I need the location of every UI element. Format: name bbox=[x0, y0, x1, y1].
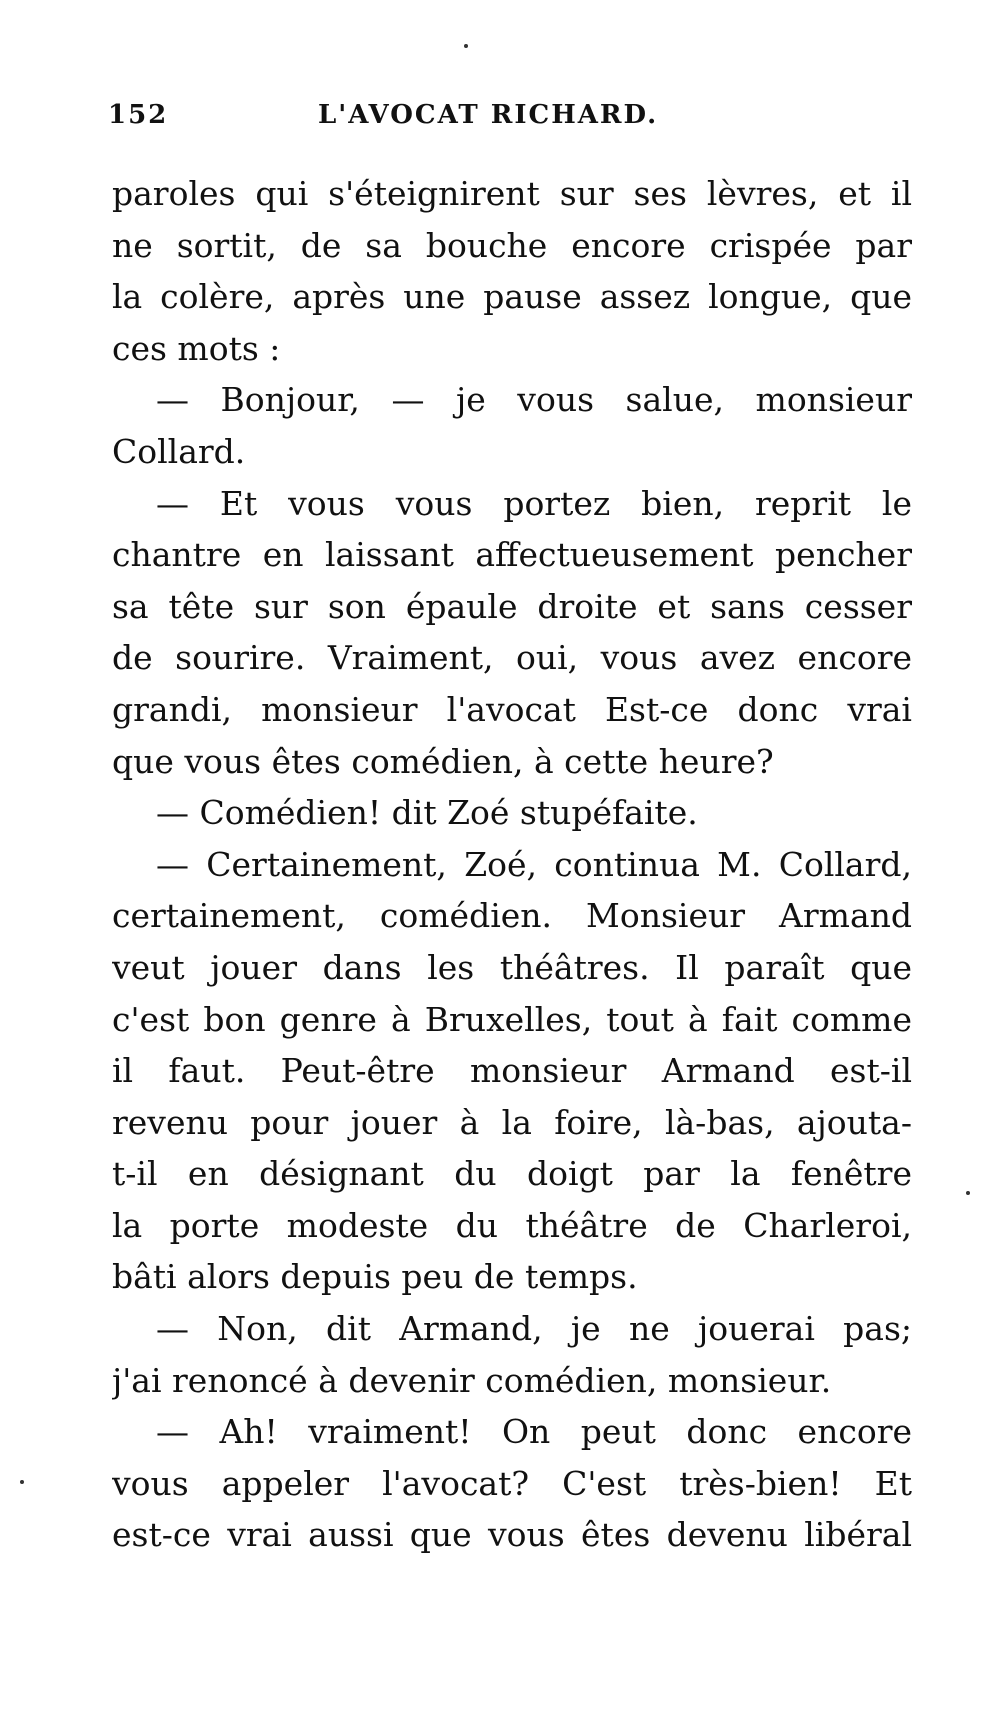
text-line: Collard. bbox=[112, 431, 246, 471]
text-line: vous appeler l'avocat? C'est très-bien! Et bbox=[112, 1463, 912, 1503]
body-text bbox=[112, 168, 912, 1561]
text-line: — Ah! vraiment! On peut donc encore bbox=[156, 1412, 912, 1452]
text-line: que vous êtes comédien, à cette heure? bbox=[112, 741, 774, 781]
paper-speck bbox=[966, 1191, 970, 1195]
text-line: la porte modeste du théâtre de Charleroi, bbox=[112, 1205, 912, 1245]
text-line: j'ai renoncé à devenir comédien, monsieur. bbox=[112, 1360, 832, 1400]
text-line: t-il en désignant du doigt par la fenêtre bbox=[112, 1154, 912, 1194]
text-line: c'est bon genre à Bruxelles, tout à fait comme bbox=[112, 999, 912, 1039]
text-line: grandi, monsieur l'avocat Est-ce donc vrai bbox=[112, 689, 912, 729]
text-line: veut jouer dans les théâtres. Il paraît que bbox=[112, 947, 912, 987]
running-title: L'AVOCAT RICHARD. bbox=[318, 100, 659, 130]
text-line: — Bonjour, — je vous salue, monsieur bbox=[156, 380, 912, 420]
paper-speck bbox=[464, 44, 468, 48]
page-number: 152 bbox=[108, 100, 169, 130]
running-head bbox=[108, 100, 908, 136]
text-line: de sourire. Vraiment, oui, vous avez encore bbox=[112, 638, 912, 678]
text-line: — Non, dit Armand, je ne jouerai pas; bbox=[156, 1309, 912, 1349]
text-line: ne sortit, de sa bouche encore crispée par bbox=[112, 225, 912, 265]
text-line: paroles qui s'éteignirent sur ses lèvres, et il bbox=[112, 174, 912, 213]
text-line: ces mots : bbox=[112, 328, 281, 368]
text-line: bâti alors depuis peu de temps. bbox=[112, 1257, 638, 1297]
text-line: est-ce vrai aussi que vous êtes devenu libéral bbox=[112, 1515, 912, 1555]
text-line: — Comédien! dit Zoé stupéfaite. bbox=[156, 793, 698, 833]
paper-speck bbox=[20, 1480, 24, 1484]
text-line: il faut. Peut-être monsieur Armand est-il bbox=[112, 1051, 912, 1091]
text-line: certainement, comédien. Monsieur Armand bbox=[112, 896, 912, 936]
text-line: — Et vous vous portez bien, reprit le bbox=[156, 483, 912, 523]
text-line: la colère, après une pause assez longue, que bbox=[112, 277, 912, 317]
text-line: sa tête sur son épaule droite et sans cesser bbox=[112, 586, 912, 626]
text-line: revenu pour jouer à la foire, là-bas, ajouta- bbox=[112, 1102, 912, 1142]
text-line: — Certainement, Zoé, continua M. Collard, bbox=[156, 844, 912, 884]
text-line: chantre en laissant affectueusement pencher bbox=[112, 535, 912, 575]
